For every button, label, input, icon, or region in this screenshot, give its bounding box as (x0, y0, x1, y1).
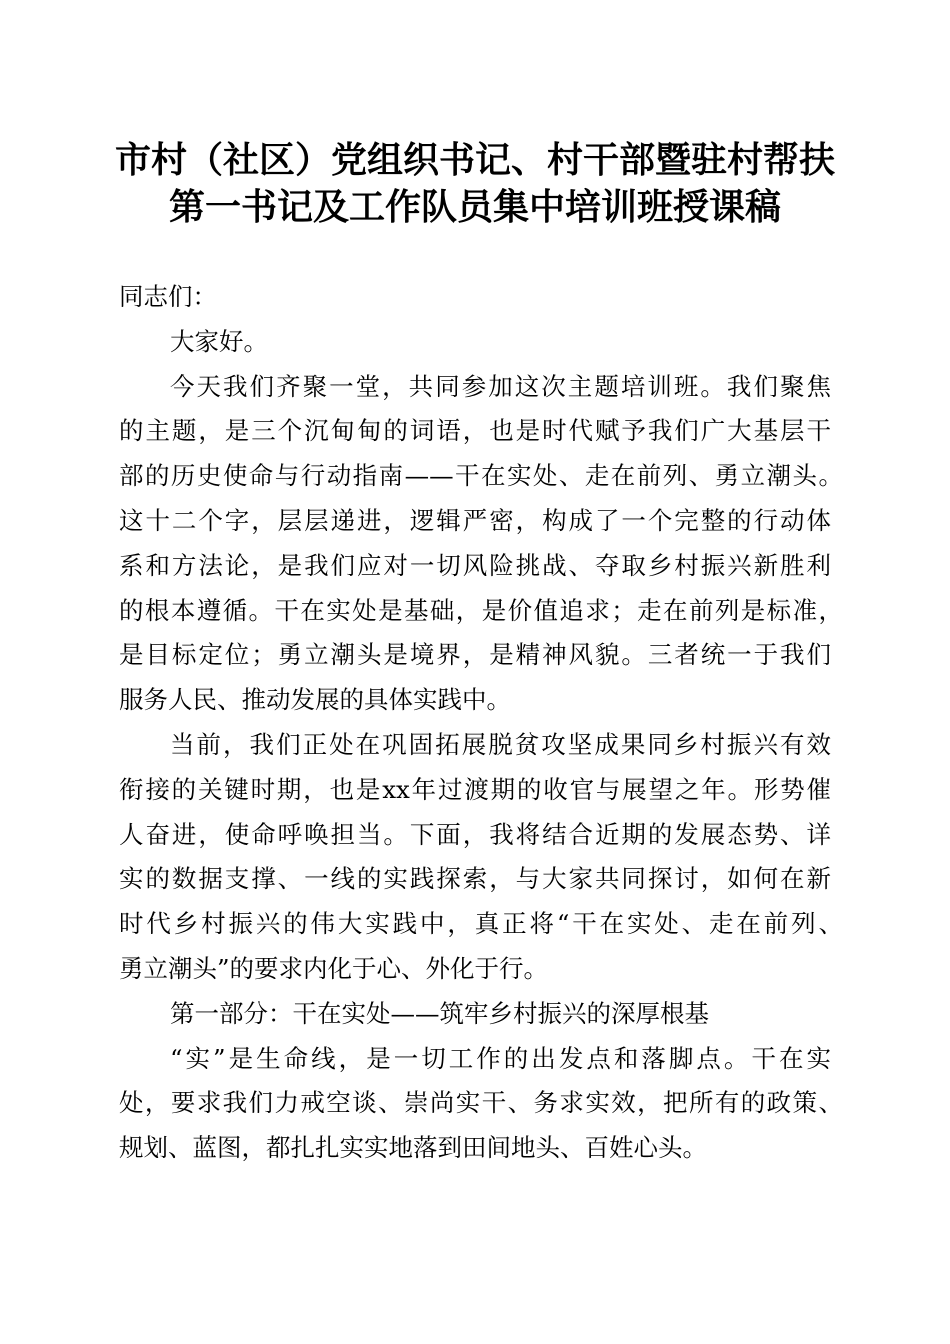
text-line: 勇立潮头”的要求内化于心、外化于行。 (119, 953, 549, 983)
text-line: 系和方法论，是我们应对一切风险挑战、夺取乡村振兴新胜利 (119, 550, 831, 580)
paragraph (119, 1037, 843, 1171)
paragraph (119, 320, 831, 365)
document-title-line-1: 市村（社区）党组织书记、村干部暨驻村帮扶 (114, 139, 835, 181)
text-line: 处，要求我们力戒空谈、崇尚实干、务求实效，把所有的政策、 (119, 1088, 843, 1118)
text-line: 这十二个字，层层递进，逻辑严密，构成了一个完整的行动体 (119, 505, 831, 535)
text-line: 规划、蓝图，都扎扎实实地落到田间地头、百姓心头。 (119, 1133, 707, 1163)
salutation (119, 275, 831, 320)
text-line: 人奋进，使命呼唤担当。下面，我将结合近期的发展态势、详 (119, 819, 831, 849)
text-line: 的主题，是三个沉甸甸的词语，也是时代赋予我们广大基层干 (119, 416, 831, 446)
section-heading (119, 992, 831, 1037)
text-line: 的根本遵循。干在实处是基础，是价值追求；走在前列是标准， (119, 595, 843, 625)
document-body (119, 275, 843, 1171)
text-line: 大家好。 (170, 326, 268, 356)
text-line: 时代乡村振兴的伟大实践中，真正将“干在实处、走在前列、 (119, 909, 843, 939)
text-line: 实的数据支撑、一线的实践探索，与大家共同探讨，如何在新 (119, 864, 831, 894)
text-line: 今天我们齐聚一堂，共同参加这次主题培训班。我们聚焦 (170, 371, 831, 401)
text-line: “实”是生命线，是一切工作的出发点和落脚点。干在实 (170, 1043, 831, 1073)
paragraph (119, 365, 843, 723)
text-line: 部的历史使命与行动指南——干在实处、走在前列、勇立潮头。 (119, 461, 843, 491)
text-line: 第一部分：干在实处——筑牢乡村振兴的深厚根基 (170, 998, 709, 1028)
text-line: 是目标定位；勇立潮头是境界，是精神风貌。三者统一于我们 (119, 640, 831, 670)
paragraph (119, 723, 843, 992)
text-line: 当前，我们正处在巩固拓展脱贫攻坚成果同乡村振兴有效 (170, 729, 831, 759)
document-title-line-2: 第一书记及工作队员集中培训班授课稿 (168, 186, 781, 228)
text-line: 同志们： (119, 282, 217, 311)
text-line: 服务人民、推动发展的具体实践中。 (119, 685, 511, 715)
text-line: 衔接的关键时期，也是xx年过渡期的收官与展望之年。形势催 (119, 774, 831, 804)
